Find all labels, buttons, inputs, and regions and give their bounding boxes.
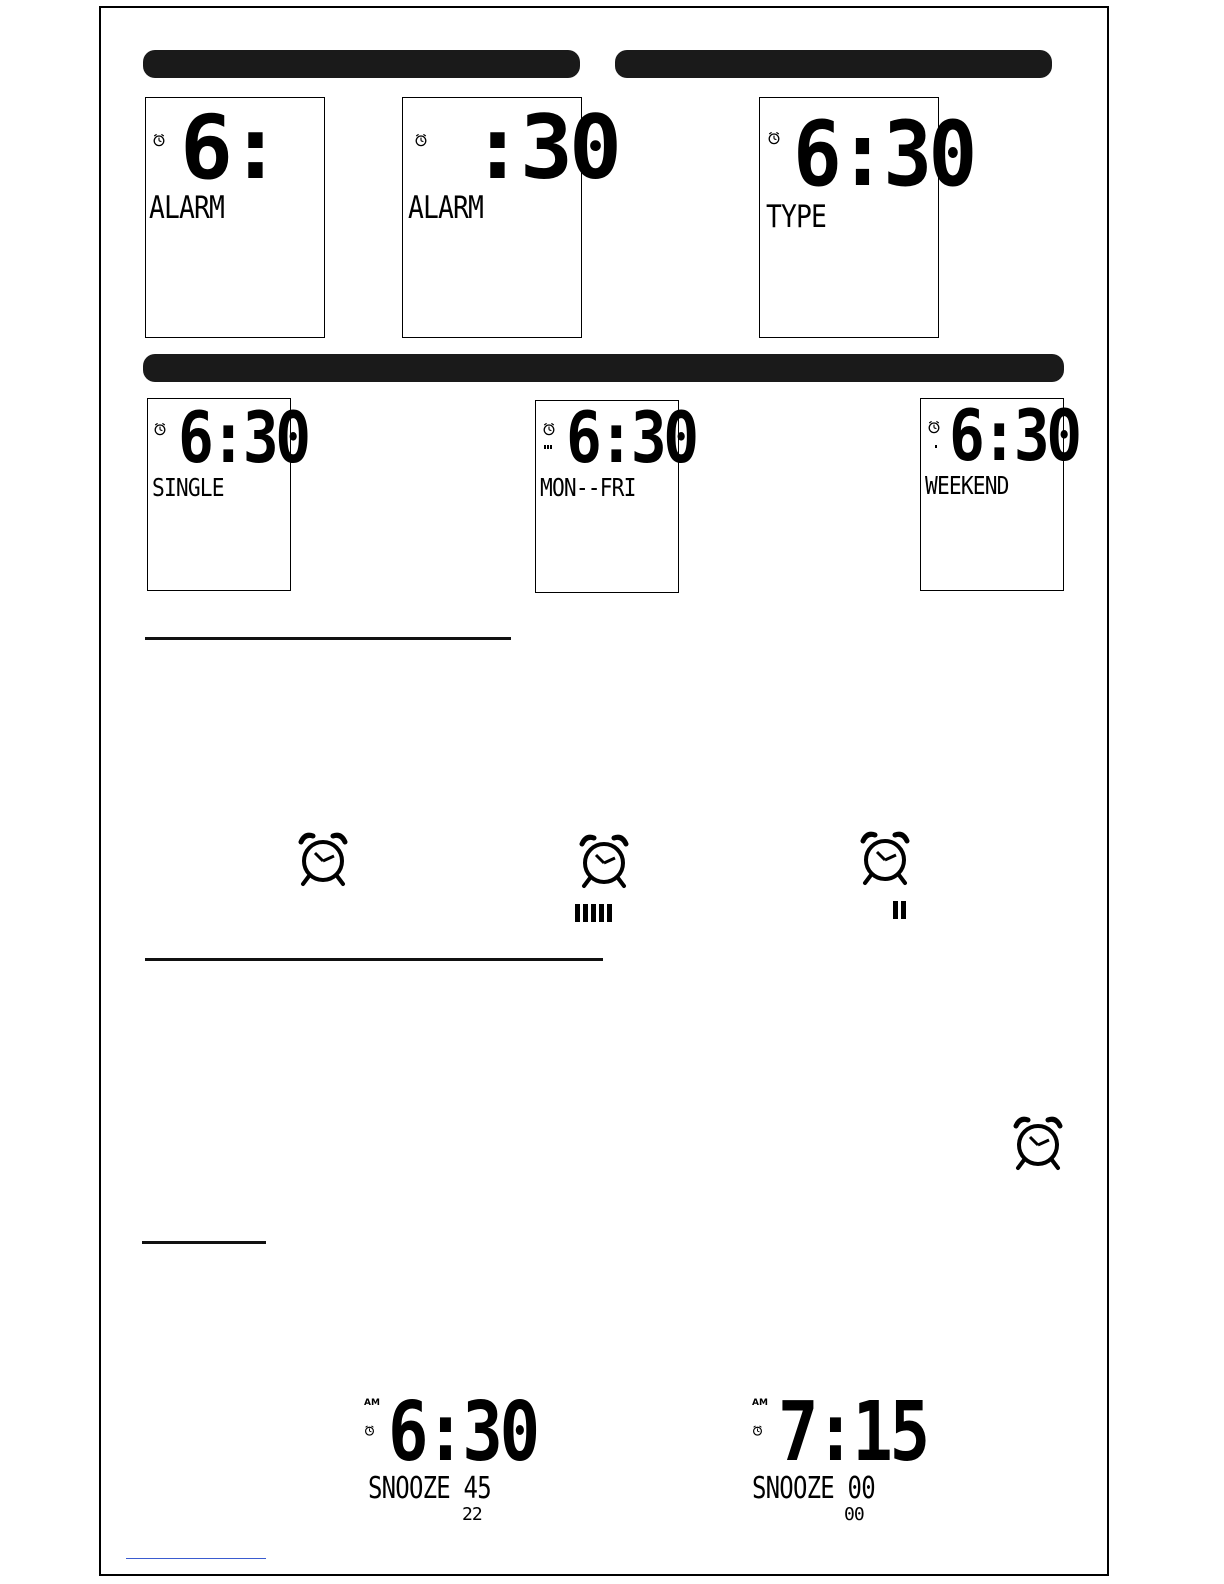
lcd-label: SNOOZE 00 [752, 1471, 875, 1506]
lcd-label: ALARM [149, 190, 225, 226]
alarm-icon-small [413, 132, 429, 148]
lcd-snooze-1 [362, 1385, 537, 1540]
lcd-digits: 6:30 [793, 102, 974, 207]
heading-rule [142, 1241, 266, 1244]
day-marks-small [935, 445, 937, 448]
lcd-digits: 6: [180, 96, 278, 199]
lcd-digits: 6:30 [388, 1385, 537, 1480]
am-indicator: AM [752, 1398, 768, 1408]
alarm-icon-small [363, 1424, 376, 1437]
lcd-sub-value: 22 [462, 1504, 482, 1525]
lcd-snooze-2 [748, 1385, 927, 1540]
lcd-label: MON--FRI [540, 473, 636, 502]
lcd-digits: 7:15 [778, 1385, 927, 1480]
alarm-clock-icon [1008, 1114, 1068, 1174]
weekend-marks [893, 901, 906, 919]
lcd-type-weekend [920, 395, 1079, 591]
alarm-clock-icon [855, 829, 915, 889]
lcd-type-single [147, 397, 308, 591]
lcd-label: ALARM [408, 190, 484, 226]
lcd-label: SINGLE [152, 473, 224, 502]
footer-link-line [126, 1558, 266, 1559]
alarm-icon-small [926, 419, 942, 435]
lcd-alarm-type [759, 97, 974, 338]
alarm-clock-icon [293, 830, 353, 890]
section-bar-alarm-time [143, 50, 580, 78]
heading-rule [145, 958, 603, 961]
section-bar-alarm-type [615, 50, 1052, 78]
am-indicator: AM [364, 1398, 380, 1408]
lcd-digits: 6:30 [178, 397, 308, 479]
alarm-icon-small [766, 130, 782, 146]
alarm-clock-icon [574, 832, 634, 892]
day-marks-small [544, 445, 552, 449]
lcd-label: WEEKEND [925, 471, 1009, 500]
lcd-digits: 6:30 [566, 397, 696, 479]
alarm-icon-small [152, 421, 168, 437]
lcd-label: SNOOZE 45 [368, 1471, 491, 1506]
lcd-digits: :30 [471, 96, 618, 199]
lcd-alarm-minute [402, 96, 618, 338]
alarm-icon-small [151, 132, 167, 148]
lcd-sub-value: 00 [844, 1504, 864, 1525]
lcd-type-mon-fri [535, 397, 696, 593]
section-bar-type-options [143, 354, 1064, 382]
lcd-digits: 6:30 [949, 395, 1079, 477]
lcd-alarm-hour [145, 97, 325, 338]
heading-rule [145, 637, 511, 640]
alarm-icon-small [751, 1424, 764, 1437]
lcd-label: TYPE [766, 199, 827, 235]
weekday-marks [575, 904, 612, 922]
alarm-icon-small [541, 421, 557, 437]
